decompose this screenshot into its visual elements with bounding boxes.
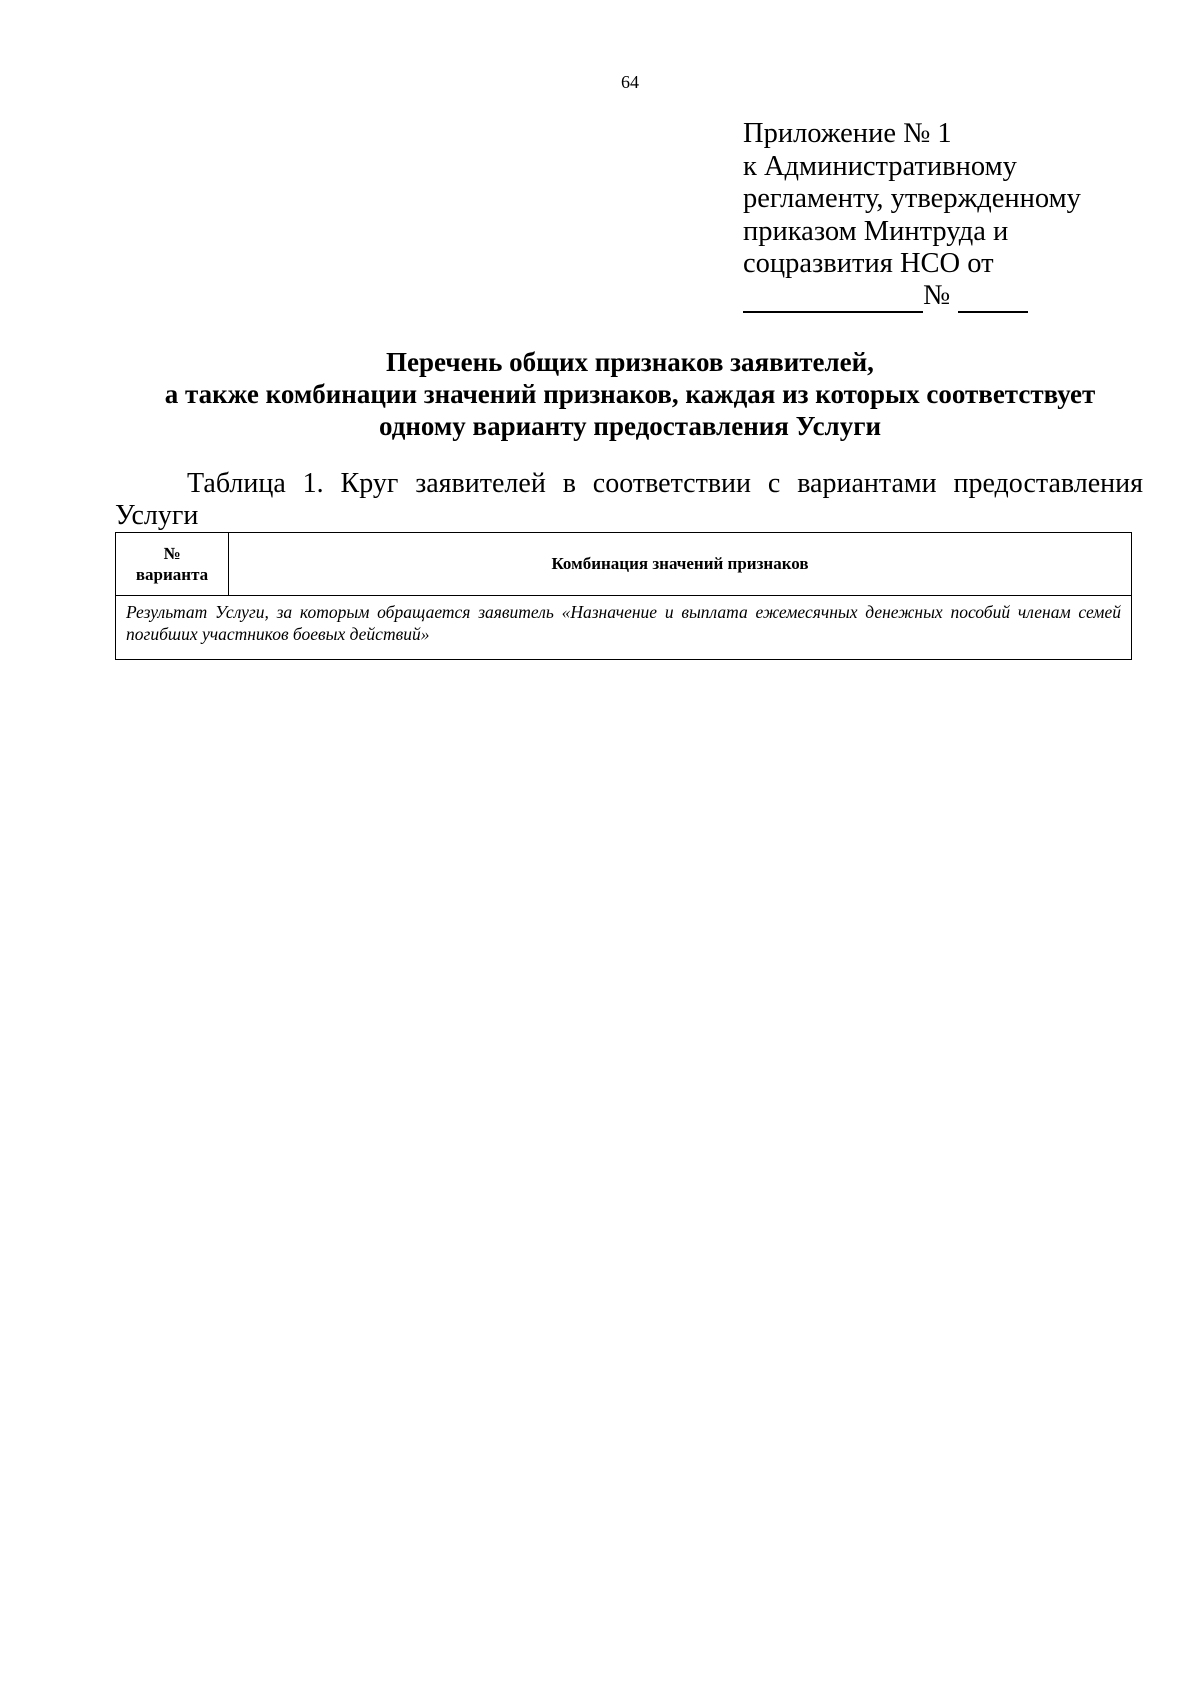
table-header-row: [116, 533, 1131, 596]
appendix-block: [743, 118, 1163, 313]
header-number-sign: №: [163, 544, 181, 563]
heading-line-3: одному варианту предоставления Услуги: [378, 411, 882, 441]
page-number: 64: [621, 72, 639, 92]
table-row: Результат Услуги, за которым обращается заявитель «Назначение и выплата ежемесячных денежных пособий членам семей погибших участников боевых действий»: [126, 602, 1121, 644]
appendix-title: Приложение № 1: [743, 118, 952, 149]
appendix-line-2: к Административному: [743, 150, 1017, 182]
document-heading: [100, 346, 1160, 442]
header-variant-label: варианта: [135, 565, 209, 584]
appendix-line-5: соцразвития НСО от: [743, 248, 994, 279]
date-number-line: [743, 281, 1163, 313]
table-caption: Таблица 1. Круг заявителей в соответствии с вариантами предоставления Услуги: [115, 468, 1143, 531]
number-blank: [958, 285, 1028, 313]
applicants-table: [115, 532, 1132, 660]
date-blank: [743, 285, 923, 313]
header-variant-number: [116, 533, 229, 595]
number-sign: №: [923, 280, 951, 311]
header-combination: Комбинация значений признаков: [551, 554, 809, 573]
appendix-line-4: приказом Минтруда и: [743, 215, 1009, 247]
heading-line-2: а также комбинации значений признаков, каждая из которых соответствует: [164, 379, 1096, 409]
heading-line-1: Перечень общих признаков заявителей,: [386, 347, 874, 377]
appendix-line-3: регламенту, утвержденному: [743, 183, 1081, 214]
